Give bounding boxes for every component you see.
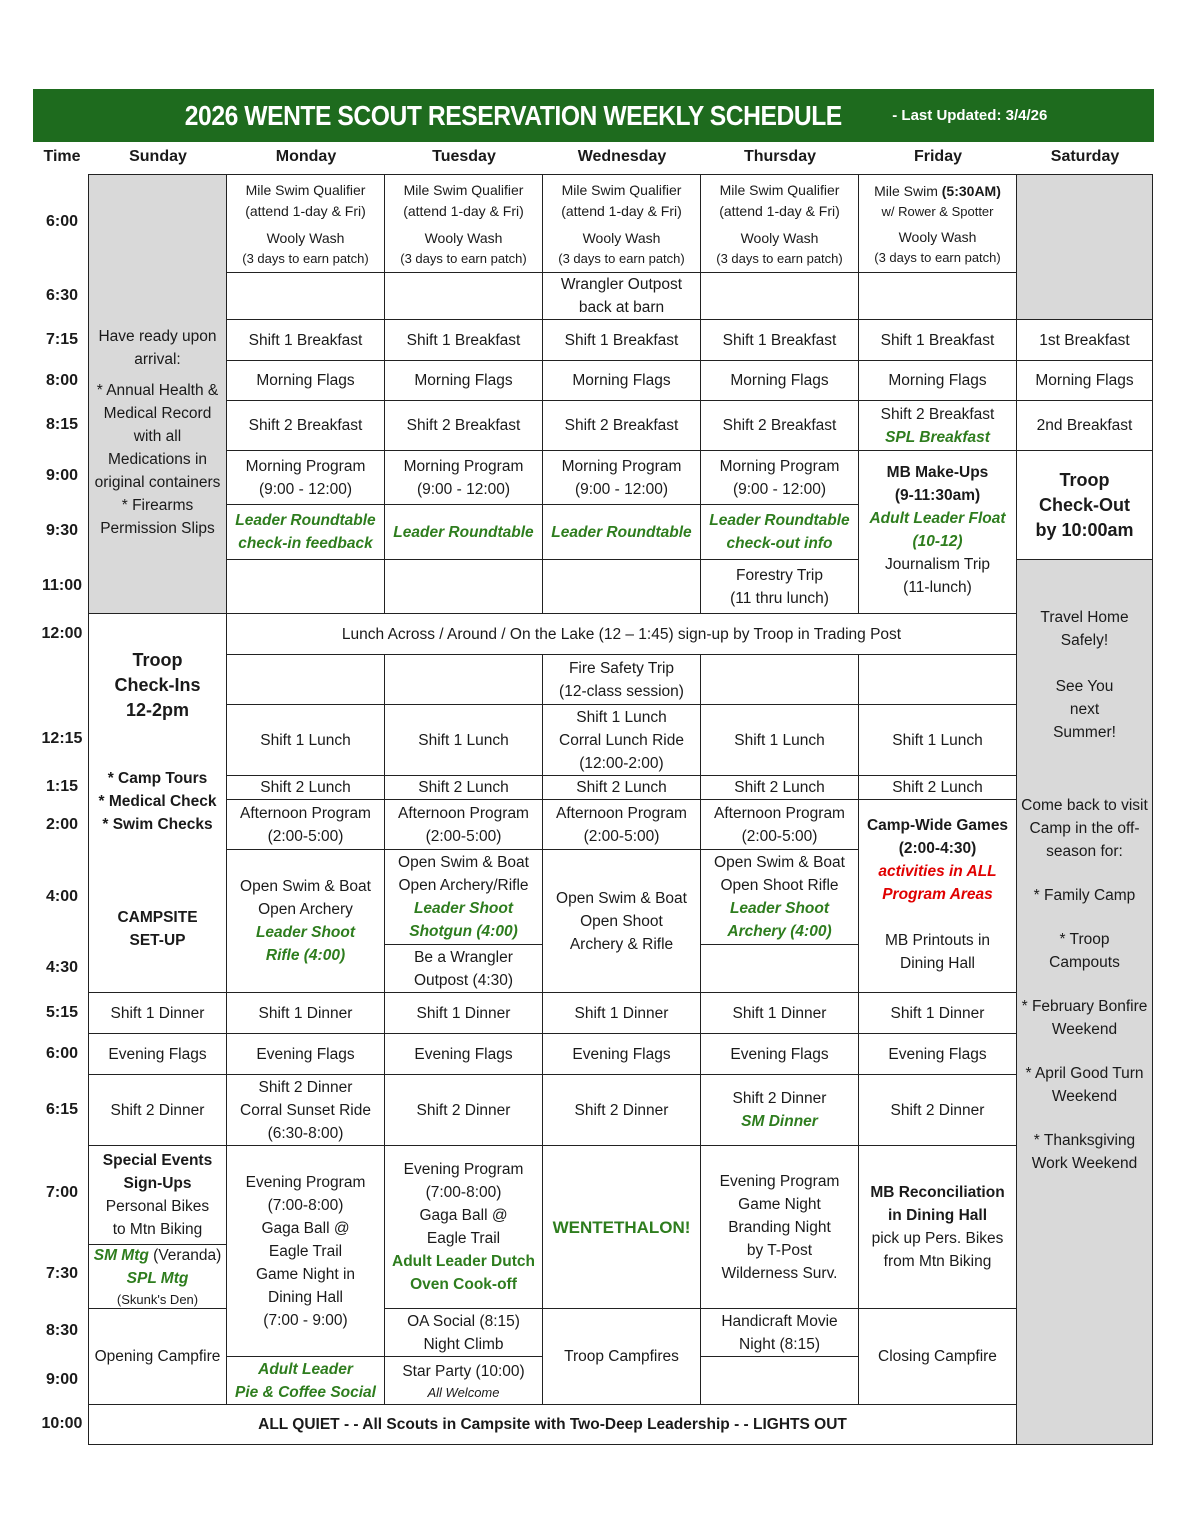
roundtable-text: Leader Roundtable — [709, 512, 850, 529]
sunday-checkin-cell — [88, 613, 227, 993]
saturday-farewell — [1016, 559, 1153, 1445]
monday-d2 — [226, 1074, 385, 1146]
mile-swim: Mile Swim Qualifier — [403, 181, 524, 198]
thursday-evening-program — [700, 1145, 859, 1309]
mb-makeups-time: (9-11:30am) — [894, 487, 981, 504]
thursday-aprog — [700, 799, 859, 850]
friday-d2: Shift 2 Dinner — [858, 1074, 1017, 1146]
offseason-item: * February Bonfire Weekend — [1021, 998, 1148, 1038]
col-header-monday: Monday — [275, 148, 337, 165]
sunday-flags: Evening Flags — [88, 1033, 227, 1075]
dutch-oven: Adult Leader Dutch — [392, 1253, 535, 1270]
wooly-wash-note: (3 days to earn patch) — [242, 250, 369, 266]
col-header-saturday: Saturday — [1050, 148, 1120, 165]
col-header-sunday: Sunday — [129, 148, 187, 165]
night-climb: Night Climb — [423, 1335, 504, 1353]
mprog-time: (9:00 - 12:00) — [416, 480, 511, 498]
leader-float: Adult Leader Float — [869, 510, 1006, 527]
time-label: 9:00 — [45, 1371, 79, 1388]
fire-safety: Fire Safety Trip — [568, 659, 675, 677]
checkin-item: * Swim Checks — [102, 816, 213, 833]
time-label: 10:00 — [41, 1415, 83, 1432]
thursday-mprog — [700, 450, 859, 505]
evening-text: Gaga Ball @ — [419, 1207, 508, 1224]
offseason-item: * Family Camp — [1033, 887, 1136, 904]
aprog-text: Afternoon Program — [398, 804, 529, 822]
corral-time: (6:30-8:00) — [267, 1124, 344, 1142]
wednesday-troop-campfires: Troop Campfires — [542, 1308, 701, 1405]
thursday-630-empty — [700, 272, 859, 320]
aprog-text: Afternoon Program — [714, 804, 845, 822]
mprog-text: Morning Program — [561, 457, 682, 475]
time-label: 6:15 — [45, 1101, 79, 1118]
games-note: activities in ALL — [878, 863, 997, 880]
checkout-text: by 10:00am — [1035, 519, 1134, 540]
checkout-text: Check-Out — [1038, 494, 1130, 515]
wednesday-d2: Shift 2 Dinner — [542, 1074, 701, 1146]
time-label: 8:15 — [45, 416, 79, 433]
open-text: Open Shoot Rifle — [720, 877, 839, 894]
time-label: 6:00 — [45, 213, 79, 230]
leader-shoot-time: Shotgun (4:00) — [409, 923, 518, 940]
dutch-oven: Oven Cook-off — [410, 1276, 517, 1293]
evening-text: by T-Post — [746, 1241, 813, 1259]
evening-text: Game Night in — [255, 1265, 356, 1283]
time-label: 6:30 — [45, 287, 79, 304]
mile-swim-note: (attend 1-day & Fri) — [719, 202, 840, 219]
time-label: 7:00 — [45, 1184, 79, 1201]
mprog-time: (9:00 - 12:00) — [574, 480, 669, 498]
mb-reconciliation: MB Reconciliation — [870, 1184, 1005, 1201]
mprog-text: Morning Program — [245, 457, 366, 475]
sunday-dinner1: Shift 1 Dinner — [88, 992, 227, 1034]
wednesday-d1: Shift 1 Dinner — [542, 992, 701, 1034]
sunday-special-events — [88, 1145, 227, 1245]
aprog-time: (2:00-5:00) — [267, 827, 344, 845]
offseason-item: * April Good Turn Weekend — [1025, 1065, 1144, 1105]
journalism-trip: Journalism Trip — [884, 556, 991, 573]
checkin-text: Check-Ins — [114, 675, 201, 695]
time-label: 5:15 — [45, 1004, 79, 1021]
evening-text: Game Night — [738, 1195, 821, 1213]
mile-swim: Mile Swim Qualifier — [719, 181, 840, 198]
farewell-text: See You next Summer! — [1053, 678, 1116, 741]
mile-swim: Mile Swim Qualifier — [561, 181, 682, 198]
tuesday-evening-program — [384, 1145, 543, 1309]
open-text: Archery & Rifle — [569, 935, 674, 953]
sm-mtg: SM Mtg — [93, 1247, 149, 1264]
spl-mtg-location: (Skunk's Den) — [116, 1292, 199, 1307]
wooly-wash-note: (3 days to earn patch) — [400, 250, 527, 266]
time-label: 2:00 — [45, 816, 79, 833]
evening-text: Eagle Trail — [268, 1242, 343, 1260]
monday-noon-empty — [226, 654, 385, 705]
tuesday-l2: Shift 2 Lunch — [384, 775, 543, 800]
offseason-item: * Thanksgiving Work Weekend — [1031, 1132, 1138, 1172]
roundtable-text: Leader Roundtable — [393, 523, 534, 541]
thursday-movie-night — [700, 1308, 859, 1357]
tuesday-noon-empty — [384, 654, 543, 705]
evening-text: Eagle Trail — [426, 1230, 501, 1247]
thursday-d2 — [700, 1074, 859, 1146]
tuesday-b2: Shift 2 Breakfast — [384, 400, 543, 451]
saturday-b1: 1st Breakfast — [1016, 319, 1153, 361]
tuesday-1100-empty — [384, 559, 543, 614]
col-header-time: Time — [43, 148, 81, 165]
wednesday-early — [542, 174, 701, 273]
open-text: Open Archery — [258, 901, 353, 918]
open-text: Open Archery/Rifle — [398, 877, 529, 894]
corral-ride: Corral Lunch Ride — [559, 731, 684, 749]
evening-text: Evening Program — [719, 1172, 840, 1190]
thursday-flags: Morning Flags — [700, 360, 859, 401]
wooly-wash: Wooly Wash — [740, 229, 819, 246]
tuesday-mprog — [384, 450, 543, 505]
star-party: Star Party (10:00) — [402, 1362, 525, 1380]
thursday-eflags: Evening Flags — [700, 1033, 859, 1075]
b2-text: Shift 2 Breakfast — [880, 405, 995, 423]
aprog-text: Afternoon Program — [556, 804, 687, 822]
friday-closing-campfire: Closing Campfire — [858, 1308, 1017, 1405]
farewell-text: Come back to visit Camp in the off-season for: — [1021, 797, 1148, 860]
oa-social: OA Social (8:15) — [407, 1312, 520, 1330]
mprog-text: Morning Program — [403, 457, 524, 475]
monday-d1: Shift 1 Dinner — [226, 992, 385, 1034]
wrangler-text: Be a Wrangler — [414, 948, 513, 966]
wednesday-b2: Shift 2 Breakfast — [542, 400, 701, 451]
tuesday-oa-social — [384, 1308, 543, 1357]
friday-mb-makeups — [858, 450, 1017, 614]
friday-camp-wide-games — [858, 799, 1017, 993]
wooly-wash: Wooly Wash — [424, 229, 503, 246]
pie-social: Adult Leader — [258, 1360, 353, 1378]
col-header-tuesday: Tuesday — [432, 148, 496, 165]
friday-mb-reconciliation — [858, 1145, 1017, 1309]
d2-text: Shift 2 Dinner — [732, 1090, 827, 1107]
tuesday-aprog — [384, 799, 543, 850]
thursday-noon-empty — [700, 654, 859, 705]
wednesday-eflags: Evening Flags — [542, 1033, 701, 1075]
aprog-time: (2:00-5:00) — [583, 827, 660, 845]
spl-mtg: SPL Mtg — [126, 1270, 189, 1287]
thursday-early — [700, 174, 859, 273]
thursday-l2: Shift 2 Lunch — [700, 775, 859, 800]
tuesday-d1: Shift 1 Dinner — [384, 992, 543, 1034]
forestry-time: (11 thru lunch) — [730, 589, 829, 607]
monday-eflags: Evening Flags — [226, 1033, 385, 1075]
wooly-wash: Wooly Wash — [582, 229, 661, 246]
open-text: Open Swim & Boat — [240, 878, 371, 895]
open-text: Open Shoot — [580, 912, 663, 930]
monday-630-empty — [226, 272, 385, 320]
thursday-roundtable — [700, 504, 859, 560]
monday-b1: Shift 1 Breakfast — [226, 319, 385, 361]
evening-text: (7:00 - 9:00) — [263, 1311, 348, 1329]
open-text: Open Swim & Boat — [556, 889, 687, 907]
games-note: Program Areas — [882, 886, 993, 903]
tuesday-d2: Shift 2 Dinner — [384, 1074, 543, 1146]
monday-1100-empty — [226, 559, 385, 614]
bike-pickup: pick up Pers. Bikes — [871, 1230, 1004, 1247]
friday-b2 — [858, 400, 1017, 451]
evening-text: Dining Hall — [268, 1288, 343, 1306]
time-label: 12:15 — [41, 730, 83, 747]
time-label: 7:30 — [45, 1265, 79, 1282]
mile-swim-time: (5:30AM) — [941, 182, 1001, 199]
open-text: Open Swim & Boat — [398, 854, 529, 871]
special-title: Sign-Ups — [123, 1175, 192, 1192]
monday-flags: Morning Flags — [226, 360, 385, 401]
roundtable-text: Leader Roundtable — [551, 523, 692, 541]
forestry-trip: Forestry Trip — [736, 566, 823, 584]
aprog-text: Afternoon Program — [240, 804, 371, 822]
checkin-text: 12-2pm — [125, 700, 190, 720]
saturday-early-empty — [1016, 174, 1153, 320]
roundtable-note: check-out info — [726, 535, 833, 552]
time-label: 1:15 — [45, 778, 79, 795]
checkin-item: * Camp Tours — [107, 770, 208, 787]
page-title: 2026 WENTE SCOUT RESERVATION WEEKLY SCHEDULE — [184, 99, 842, 131]
thursday-l1: Shift 1 Lunch — [700, 704, 859, 776]
tuesday-b1: Shift 1 Breakfast — [384, 319, 543, 361]
mb-reconciliation: in Dining Hall — [887, 1207, 988, 1224]
friday-d1: Shift 1 Dinner — [858, 992, 1017, 1034]
all-quiet-banner: ALL QUIET - - All Scouts in Campsite with Two-Deep Leadership - - LIGHTS OUT — [88, 1404, 1017, 1445]
monday-l1: Shift 1 Lunch — [226, 704, 385, 776]
wednesday-l2: Shift 2 Lunch — [542, 775, 701, 800]
wednesday-aprog — [542, 799, 701, 850]
col-header-friday: Friday — [913, 148, 962, 165]
evening-text: Gaga Ball @ — [261, 1219, 350, 1237]
friday-b1: Shift 1 Breakfast — [858, 319, 1017, 361]
col-header-wednesday: Wednesday — [577, 148, 667, 165]
star-party-note: All Welcome — [427, 1384, 500, 1400]
thursday-open-swim — [700, 849, 859, 945]
friday-eflags: Evening Flags — [858, 1033, 1017, 1075]
wednesday-1100-empty — [542, 559, 701, 614]
time-label: 4:00 — [45, 888, 79, 905]
games-time: (2:00-4:30) — [898, 840, 977, 857]
saturday-checkout — [1016, 450, 1153, 560]
wooly-wash-note: (3 days to earn patch) — [874, 249, 1001, 265]
time-label: 12:00 — [41, 625, 83, 642]
wednesday-mprog — [542, 450, 701, 505]
checkout-text: Troop — [1059, 469, 1110, 490]
arrival-heading: Have ready upon arrival: — [98, 328, 217, 368]
games-title: Camp-Wide Games — [866, 817, 1009, 834]
wednesday-l1 — [542, 704, 701, 776]
lunch-lake-banner: Lunch Across / Around / On the Lake (12 – 1:45) sign-up by Troop in Trading Post — [226, 613, 1017, 655]
roundtable-note: check-in feedback — [238, 535, 373, 552]
special-text: to Mtn Biking — [112, 1221, 203, 1238]
spl-breakfast: SPL Breakfast — [885, 428, 990, 446]
thursday-b2: Shift 2 Breakfast — [700, 400, 859, 451]
monday-evening-program — [226, 1145, 385, 1357]
tuesday-l1: Shift 1 Lunch — [384, 704, 543, 776]
aprog-time: (2:00-5:00) — [741, 827, 818, 845]
wrangler-text: Wrangler Outpost — [560, 276, 683, 293]
monday-l2: Shift 2 Lunch — [226, 775, 385, 800]
wrangler-text: back at barn — [578, 299, 665, 316]
evening-text: Wilderness Surv. — [721, 1264, 838, 1282]
mile-swim-note: (attend 1-day & Fri) — [245, 202, 366, 219]
evening-text: (7:00-8:00) — [267, 1196, 344, 1214]
offseason-item: * Troop Campouts — [1049, 931, 1120, 971]
sunday-dinner2: Shift 2 Dinner — [88, 1074, 227, 1146]
col-header-thursday: Thursday — [743, 148, 816, 165]
mprog-time: (9:00 - 12:00) — [732, 480, 827, 498]
thursday-forestry — [700, 559, 859, 614]
corral-time: (12:00-2:00) — [579, 754, 664, 772]
evening-text: Evening Program — [245, 1173, 366, 1191]
monday-pie-social — [226, 1356, 385, 1405]
monday-early — [226, 174, 385, 273]
mile-swim-note: w/ Rower & Spotter — [881, 203, 994, 219]
leader-shoot: Leader Shoot — [255, 924, 356, 941]
friday-early — [858, 174, 1017, 273]
roundtable-text: Leader Roundtable — [235, 512, 376, 529]
saturday-flags: Morning Flags — [1016, 360, 1153, 401]
leader-shoot: Leader Shoot — [413, 900, 514, 917]
leader-shoot-time: Archery (4:00) — [727, 923, 832, 940]
last-updated: - Last Updated: 3/4/26 — [892, 107, 1048, 124]
mile-swim-note: (attend 1-day & Fri) — [403, 202, 524, 219]
sunday-meetings — [88, 1244, 227, 1309]
time-label: 7:15 — [45, 331, 79, 348]
thursday-430-empty — [700, 944, 859, 993]
special-title: Special Events — [102, 1152, 213, 1169]
time-label: 8:30 — [45, 1322, 79, 1339]
sunday-opening-campfire: Opening Campfire — [88, 1308, 227, 1405]
tuesday-early — [384, 174, 543, 273]
friday-l1: Shift 1 Lunch — [858, 704, 1017, 776]
mprog-text: Morning Program — [719, 457, 840, 475]
friday-630-empty — [858, 272, 1017, 320]
time-label: 9:30 — [45, 522, 79, 539]
leader-float-time: (10-12) — [912, 533, 963, 550]
wooly-wash: Wooly Wash — [898, 228, 977, 245]
thursday-b1: Shift 1 Breakfast — [700, 319, 859, 361]
movie-night: Night (8:15) — [739, 1335, 820, 1353]
time-label: 11:00 — [41, 577, 83, 594]
arrival-item: * Annual Health & Medical Record with all Medications in original containers — [94, 382, 221, 491]
mb-makeups: MB Make-Ups — [886, 464, 989, 481]
tuesday-star-party — [384, 1356, 543, 1405]
journalism-time: (11-lunch) — [903, 579, 972, 596]
sm-dinner: SM Dinner — [741, 1113, 818, 1130]
mprog-time: (9:00 - 12:00) — [258, 480, 353, 498]
thursday-900-empty — [700, 1356, 859, 1405]
wooly-wash-note: (3 days to earn patch) — [558, 250, 685, 266]
arrival-item: * Firearms Permission Slips — [100, 497, 215, 537]
friday-flags: Morning Flags — [858, 360, 1017, 401]
checkin-text: Troop — [132, 650, 183, 670]
d2-text: Shift 2 Dinner — [258, 1078, 353, 1096]
wooly-wash-note: (3 days to earn patch) — [716, 250, 843, 266]
friday-l2: Shift 2 Lunch — [858, 775, 1017, 800]
special-text: Personal Bikes — [105, 1198, 210, 1215]
tuesday-630-empty — [384, 272, 543, 320]
wednesday-b1: Shift 1 Breakfast — [542, 319, 701, 361]
saturday-b2: 2nd Breakfast — [1016, 400, 1153, 451]
mile-swim: Mile Swim Qualifier — [245, 181, 366, 198]
sunday-arrival-cell — [88, 174, 227, 614]
time-label: 9:00 — [45, 467, 79, 484]
monday-mprog — [226, 450, 385, 505]
open-text: Open Swim & Boat — [714, 854, 845, 871]
wednesday-wrangler — [542, 272, 701, 320]
setup-text: CAMPSITE — [117, 909, 198, 926]
friday-noon-empty — [858, 654, 1017, 705]
mb-printouts: MB Printouts in — [884, 932, 991, 949]
wooly-wash: Wooly Wash — [266, 229, 345, 246]
leader-shoot: Leader Shoot — [729, 900, 830, 917]
evening-text: Evening Program — [403, 1161, 524, 1178]
evening-text: (7:00-8:00) — [425, 1184, 502, 1201]
checkin-item: * Medical Check — [98, 793, 217, 810]
monday-open-swim — [226, 849, 385, 993]
mb-printouts: Dining Hall — [900, 955, 975, 972]
leader-shoot-time: Rifle (4:00) — [265, 947, 346, 964]
farewell-text: Travel Home Safely! — [1040, 609, 1129, 649]
tuesday-flags: Morning Flags — [384, 360, 543, 401]
wrangler-text: Outpost (4:30) — [413, 971, 514, 989]
monday-b2: Shift 2 Breakfast — [226, 400, 385, 451]
pie-social: Pie & Coffee Social — [235, 1383, 376, 1401]
mile-swim-note: (attend 1-day & Fri) — [561, 202, 682, 219]
corral-ride: Corral Sunset Ride — [240, 1101, 371, 1119]
tuesday-wrangler — [384, 944, 543, 993]
tuesday-open-swim — [384, 849, 543, 945]
time-label: 8:00 — [45, 372, 79, 389]
wednesday-roundtable — [542, 504, 701, 560]
time-label: 6:00 — [45, 1045, 79, 1062]
bike-pickup: from Mtn Biking — [883, 1253, 992, 1270]
tuesday-eflags: Evening Flags — [384, 1033, 543, 1075]
time-label: 4:30 — [45, 959, 79, 976]
tuesday-roundtable — [384, 504, 543, 560]
sm-mtg-location: (Veranda) — [148, 1247, 222, 1264]
wednesday-flags: Morning Flags — [542, 360, 701, 401]
lunch-text: Shift 1 Lunch — [576, 708, 667, 726]
thursday-d1: Shift 1 Dinner — [700, 992, 859, 1034]
wednesday-open-swim — [542, 849, 701, 993]
monday-aprog — [226, 799, 385, 850]
fire-safety-note: (12-class session) — [559, 682, 684, 700]
aprog-time: (2:00-5:00) — [425, 827, 502, 845]
wednesday-wentethalon — [542, 1145, 701, 1309]
wednesday-fire-safety — [542, 654, 701, 705]
mile-swim: Mile Swim — [874, 182, 942, 199]
wentethalon: WENTETHALON! — [552, 1217, 691, 1237]
monday-roundtable — [226, 504, 385, 560]
setup-text: SET-UP — [129, 932, 186, 949]
title-banner — [33, 89, 1154, 142]
evening-text: Branding Night — [728, 1218, 831, 1236]
movie-night: Handicraft Movie — [721, 1312, 838, 1330]
